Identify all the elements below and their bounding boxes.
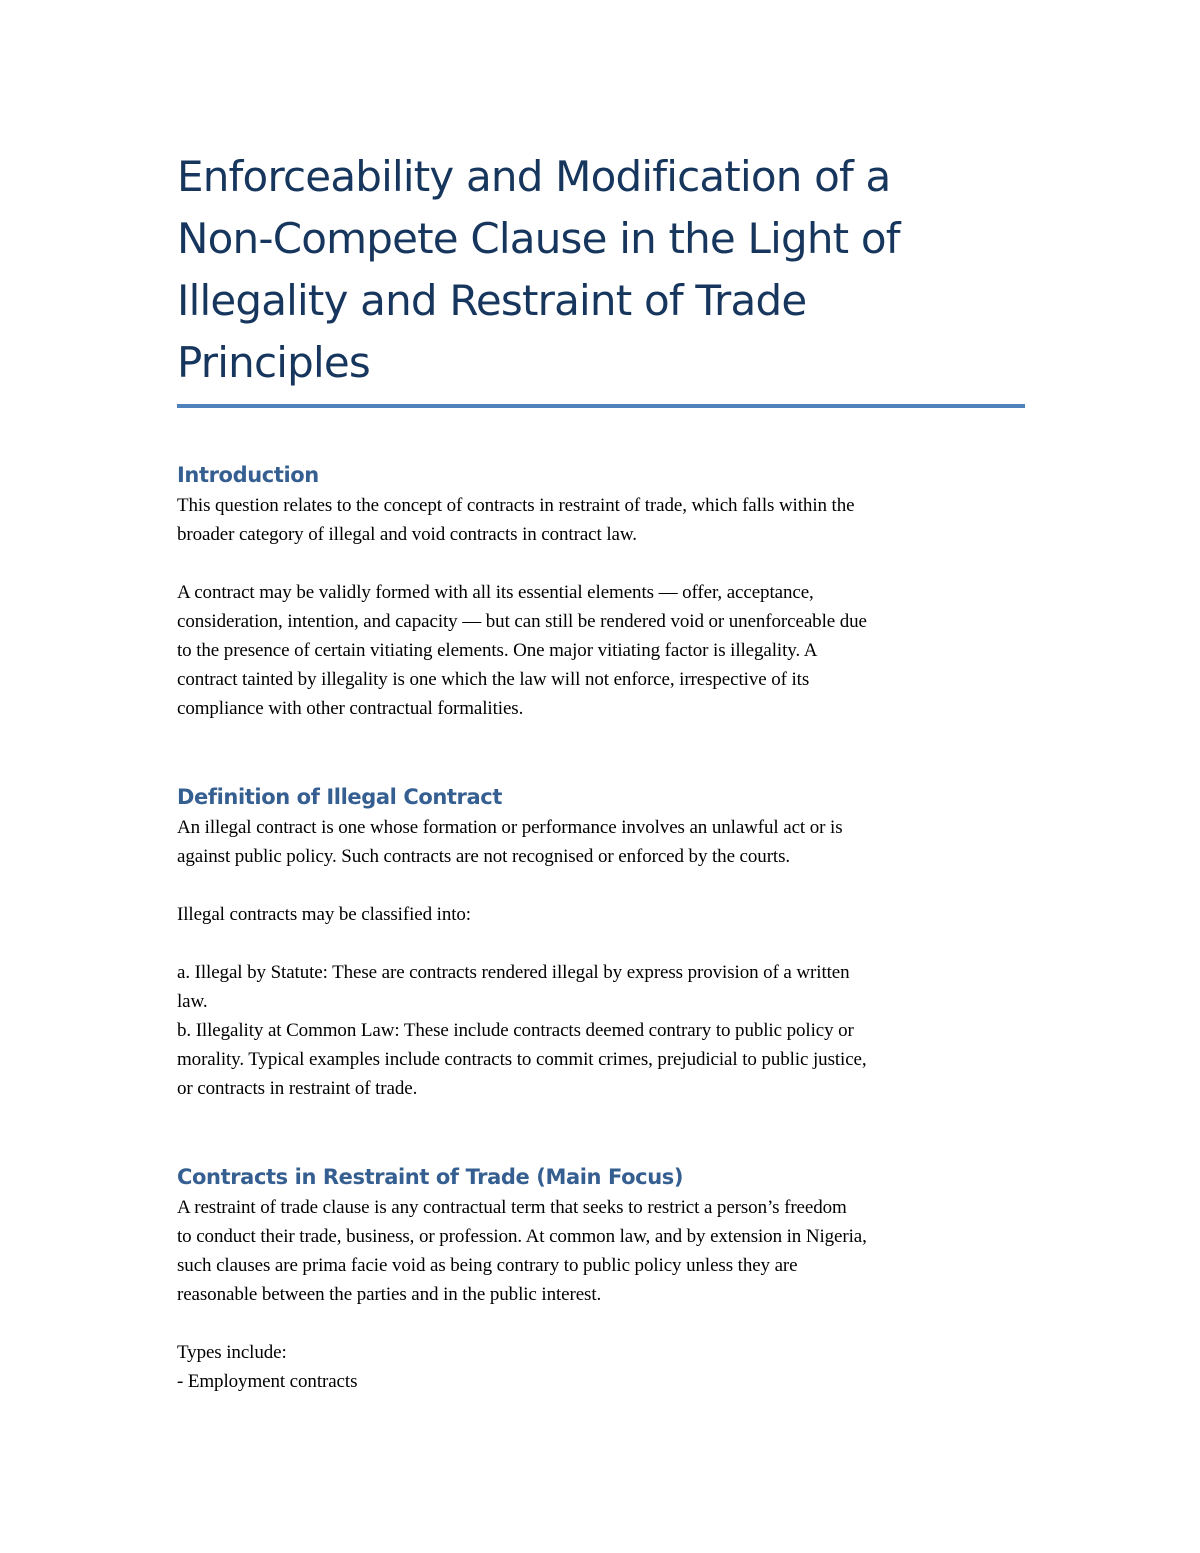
- text-line: such clauses are prima facie void as being contrary to public policy unless they are: [177, 1255, 798, 1276]
- text-line: contract tainted by illegality is one which the law will not enforce, irrespective of its: [177, 669, 810, 690]
- title-line: Principles: [177, 338, 370, 387]
- definition-paragraph: [177, 900, 1025, 929]
- introduction-paragraph: [177, 491, 1025, 549]
- introduction-paragraph: [177, 578, 1025, 723]
- definition-heading: Definition of Illegal Contract: [177, 785, 502, 809]
- title-line: Illegality and Restraint of Trade: [177, 276, 807, 325]
- text-line: against public policy. Such contracts are not recognised or enforced by the courts.: [177, 846, 791, 867]
- text-line: to conduct their trade, business, or profession. At common law, and by extension in Nigeria,: [177, 1226, 867, 1247]
- text-line: a. Illegal by Statute: These are contracts rendered illegal by express provision of a written: [177, 962, 850, 983]
- text-line: morality. Typical examples include contracts to commit crimes, prejudicial to public justice,: [177, 1049, 867, 1070]
- types-list: [177, 1338, 1025, 1396]
- text-line: law.: [177, 991, 208, 1012]
- text-line: An illegal contract is one whose formation or performance involves an unlawful act or is: [177, 817, 843, 838]
- text-line: broader category of illegal and void contracts in contract law.: [177, 524, 637, 545]
- text-line: A restraint of trade clause is any contractual term that seeks to restrict a person’s freedom: [177, 1197, 847, 1218]
- title-line: Enforceability and Modification of a: [177, 152, 891, 201]
- title-line: Non-Compete Clause in the Light of: [177, 214, 900, 263]
- text-line: Illegal contracts may be classified into:: [177, 904, 471, 925]
- text-line: compliance with other contractual formalities.: [177, 698, 524, 719]
- introduction-heading: Introduction: [177, 463, 319, 487]
- text-line: reasonable between the parties and in the public interest.: [177, 1284, 602, 1305]
- restraint-heading: Contracts in Restraint of Trade (Main Focus): [177, 1165, 684, 1189]
- classification-list: [177, 958, 1025, 1103]
- text-line: A contract may be validly formed with all its essential elements — offer, acceptance,: [177, 582, 814, 603]
- text-line: to the presence of certain vitiating elements. One major vitiating factor is illegality. A: [177, 640, 818, 661]
- title-underline-rule: [177, 404, 1025, 408]
- text-line: consideration, intention, and capacity — but can still be rendered void or unenforceable due: [177, 611, 867, 632]
- list-item: - Employment contracts: [177, 1371, 358, 1392]
- text-line: This question relates to the concept of contracts in restraint of trade, which falls within the: [177, 495, 855, 516]
- document-title: [177, 146, 1025, 394]
- text-line: b. Illegality at Common Law: These include contracts deemed contrary to public policy or: [177, 1020, 854, 1041]
- text-line: or contracts in restraint of trade.: [177, 1078, 418, 1099]
- restraint-paragraph: [177, 1193, 1025, 1309]
- document-body: [177, 146, 1025, 1396]
- text-line: Types include:: [177, 1342, 287, 1363]
- definition-paragraph: [177, 813, 1025, 871]
